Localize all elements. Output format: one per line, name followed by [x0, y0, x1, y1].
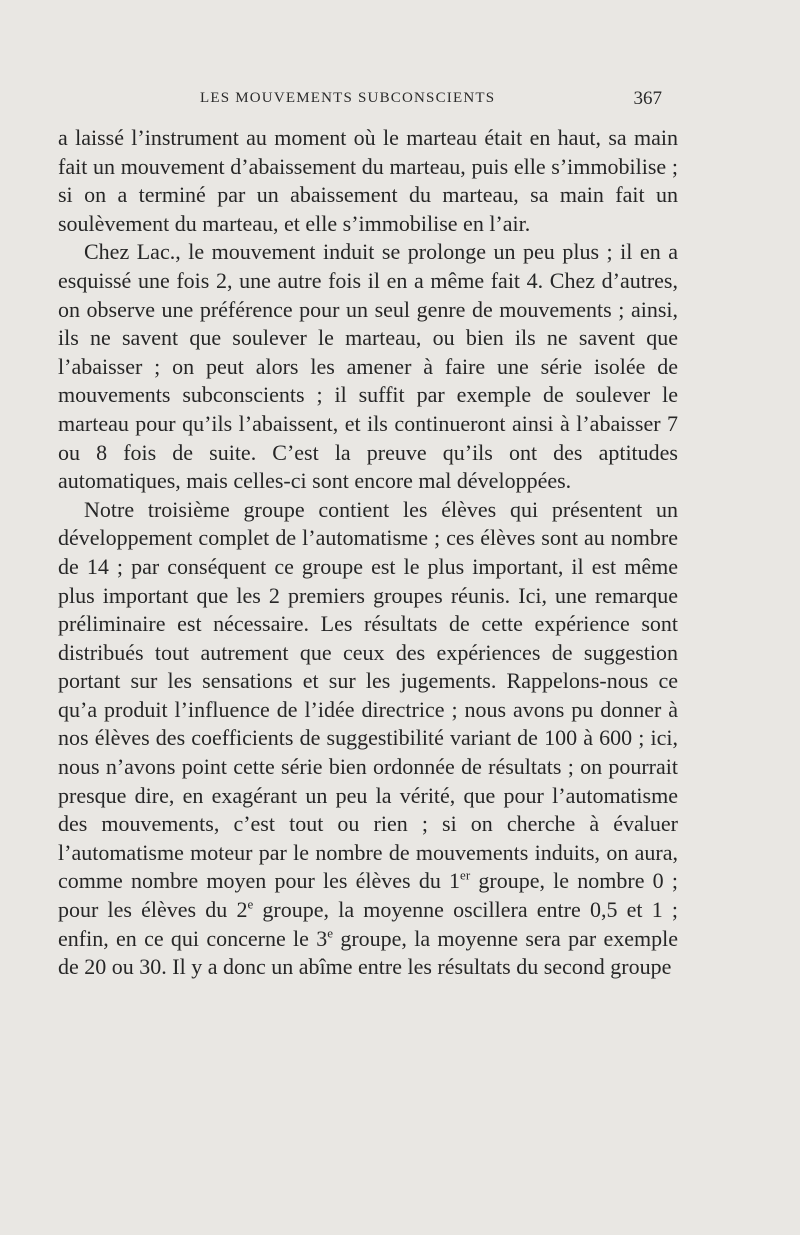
page-number: 367: [633, 88, 662, 109]
paragraph-third-group-text: Notre troisième groupe contient les élèves qui présentent un développement complet de l’automatisme ; ces élèves sont au nombre de 14 ; par conséquent ce groupe est le plus important, il est même plus important que les 2 premiers groupes réunis. Ici, une remarque préliminaire est nécessaire. Les résultats de cette expérience sont distribués tout autrement que ceux des expériences de suggestion portant sur les sensations et sur les jugements. Rappelons-nous ce qu’a produit l’influence de l’idée directrice ; nous avons pu donner à nos élèves des coefficients de suggestibilité variant de 100 à 600 ; ici, nous n’avons point cette série bien ordonnée de résultats ; on pourrait presque dire, en exagérant un peu la vérité, que pour l’automatisme des mouvements, c’est tout ou rien ; si on cherche à évaluer l’automatisme moteur par le nombre de mouvements induits, on aura, comme nombre moyen pour les élèves du: [58, 496, 678, 894]
group-2-number: 2: [236, 897, 248, 923]
paragraph-third-group: [58, 496, 678, 982]
group-1-ordinal: er: [460, 868, 471, 884]
running-head: [200, 88, 670, 114]
group-2-text: groupe, la moyenne oscillera entre 0,5 et 1 ; enfin, en ce qui concerne le: [58, 897, 678, 951]
group-3-number: 3: [316, 925, 328, 951]
group-2-ordinal: e: [247, 896, 254, 912]
paragraph-lac: Chez Lac., le mouvement induit se prolonge un peu plus ; il en a esquissé une fois 2, une autre fois il en a même fait 4. Chez d’autres, on observe une préférence pour un seul genre de mouvements ; ainsi, ils ne savent que soulever le marteau, ou bien ils ne savent que l’abaisser ; on peut alors les amener à faire une série isolée de mouvements subconscients ; il suffit par exemple de soulever le marteau pour qu’ils l’abaissent, et ils continueront ainsi à l’abaisser 7 ou 8 fois de suite. C’est la preuve qu’ils ont des aptitudes automatiques, mais celles-ci sont encore mal développées.: [58, 239, 678, 494]
group-3-text: groupe, la moyenne sera par exemple de 20 ou 30. Il y a donc un abîme entre les résultats du second groupe: [58, 925, 679, 980]
group-1-number: 1: [449, 868, 461, 894]
running-title: LES MOUVEMENTS SUBCONSCIENTS: [200, 90, 496, 106]
paragraph-continuation: a laissé l’instrument au moment où le marteau était en haut, sa main fait un mouvement d’abaissement du marteau, puis elle s’immobilise ; si on a terminé par un abaissement du marteau, sa main fait un soulèvement du marteau, et elle s’immobilise en l’air.: [58, 125, 678, 236]
body-text: [58, 124, 678, 982]
group-3-ordinal: e: [327, 925, 334, 941]
group-1-text: groupe, le nombre 0 ; pour les élèves du: [58, 868, 678, 923]
